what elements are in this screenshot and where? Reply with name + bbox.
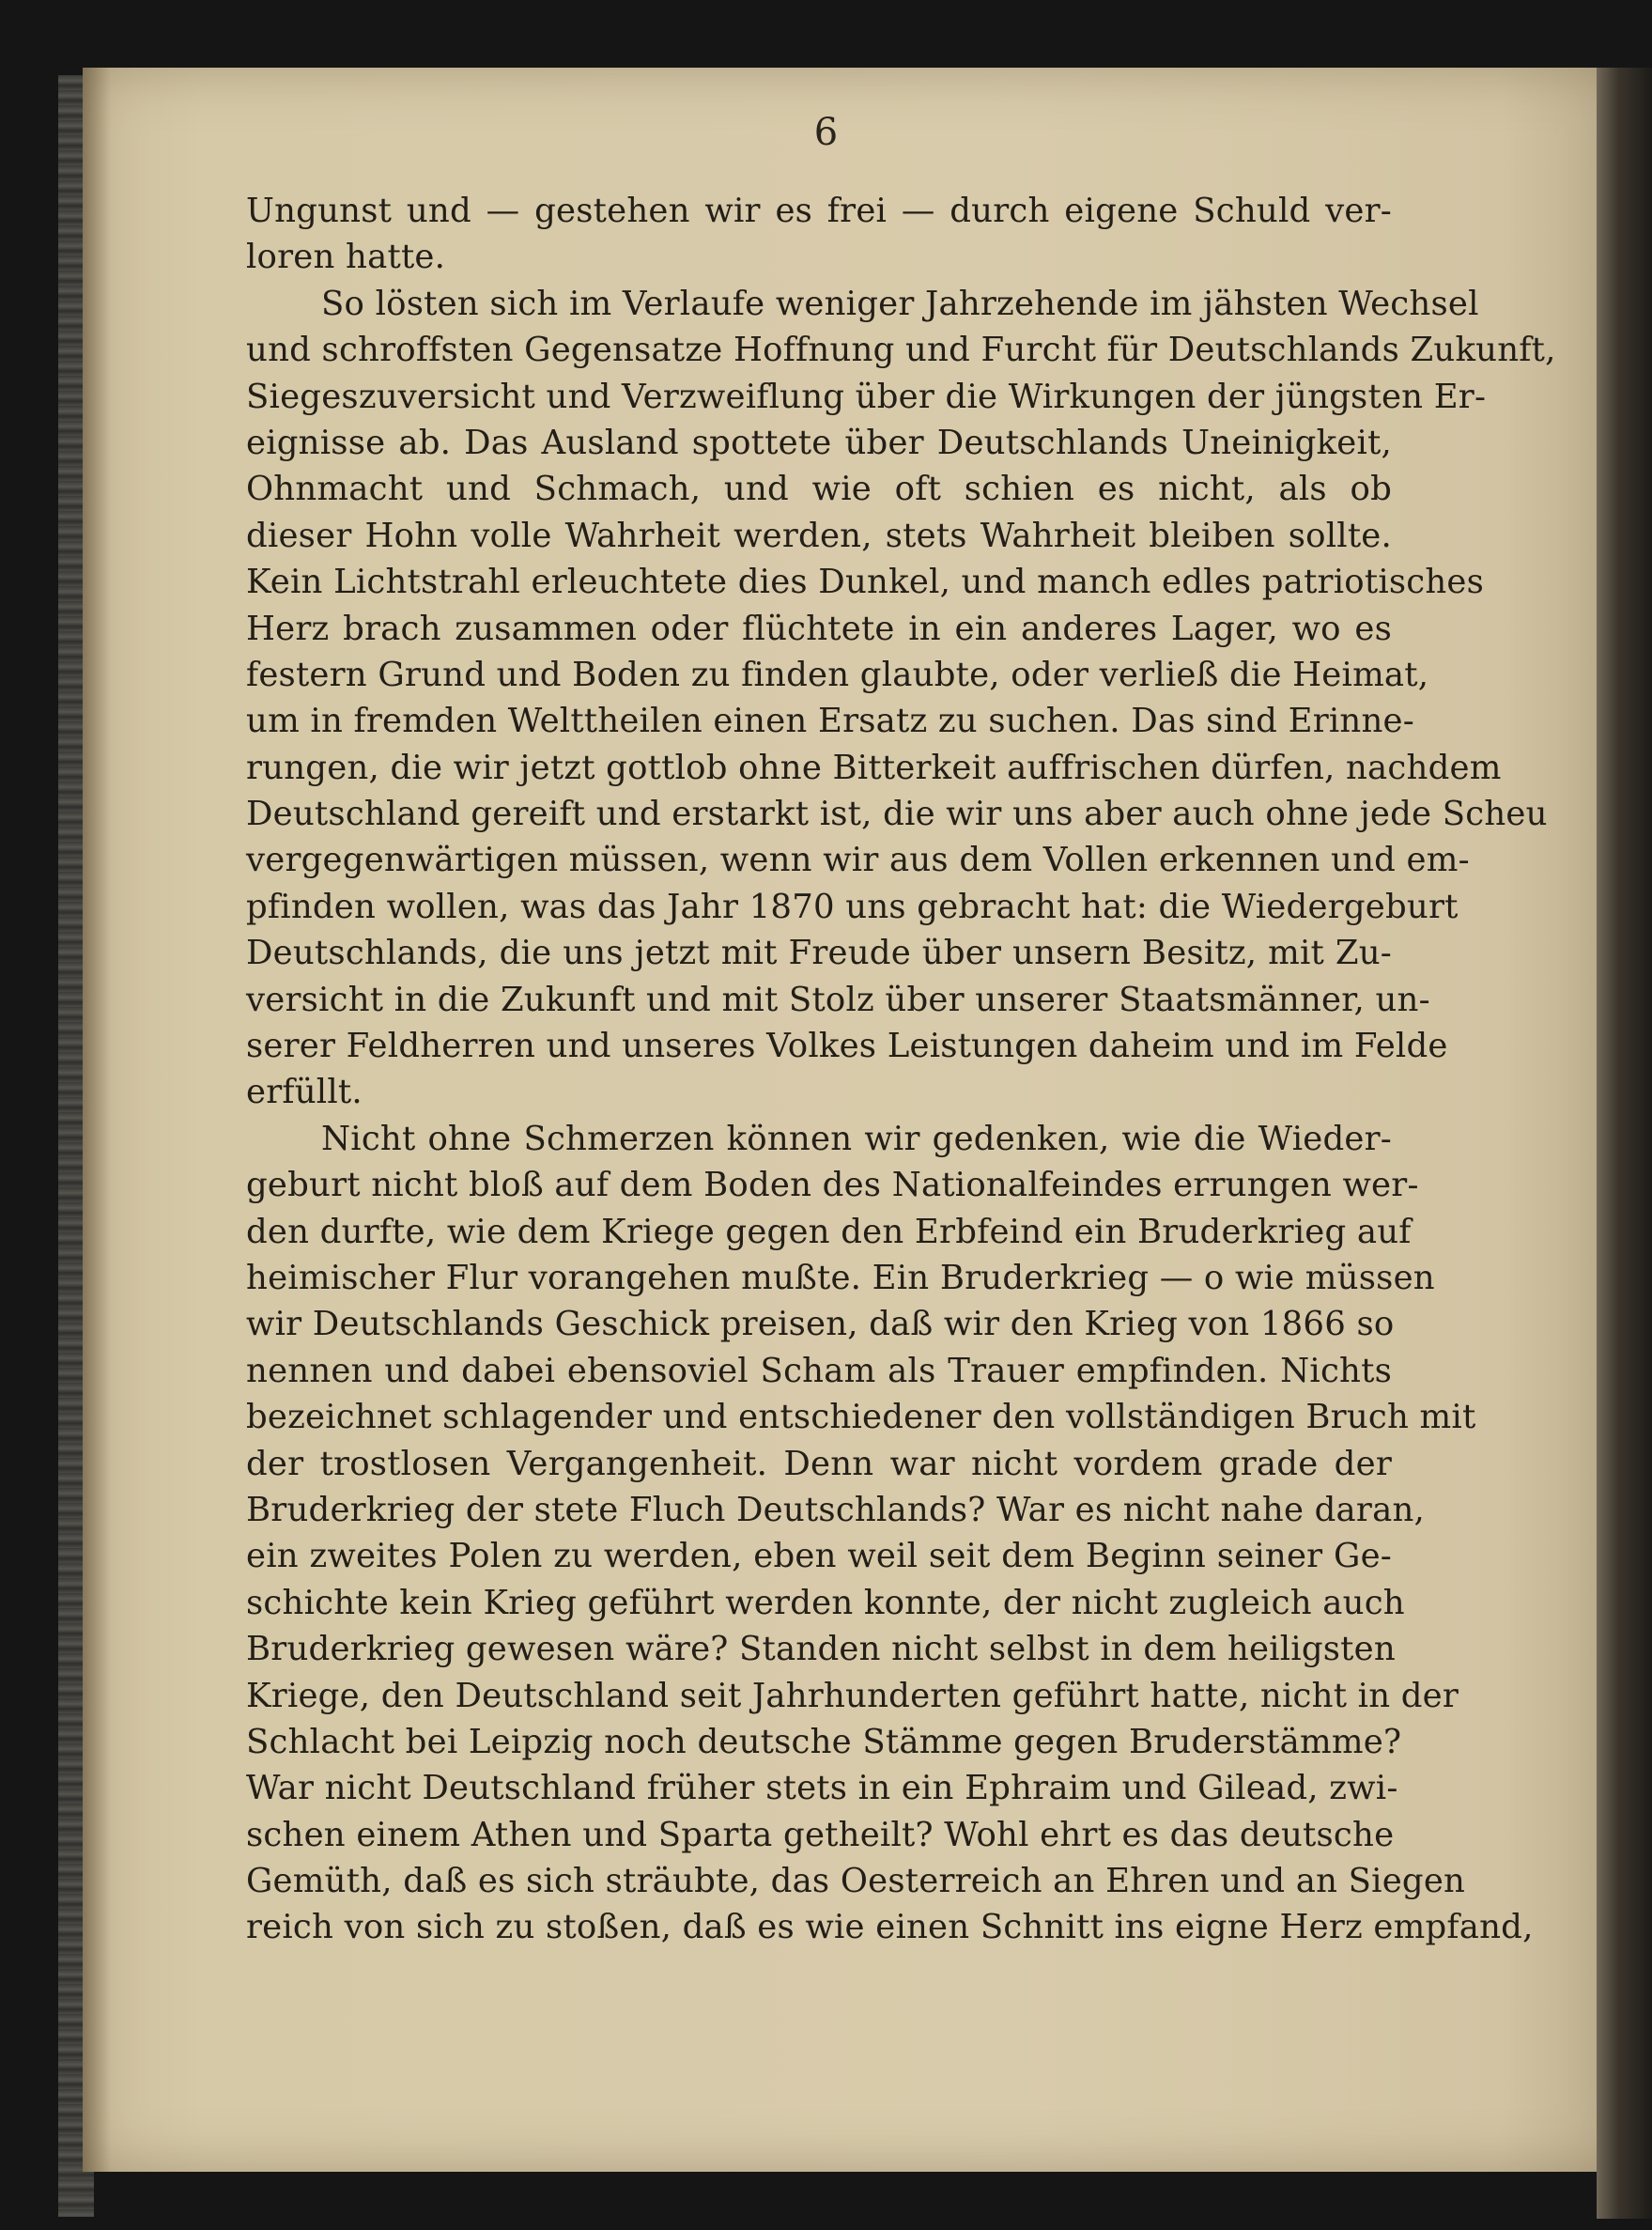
text-line: Siegeszuversicht und Verzweiflung über die Wirkungen der jüngsten Er- (246, 377, 1487, 416)
text-line: versicht in die Zukunft und mit Stolz über unserer Staatsmänner, un- (246, 980, 1430, 1019)
text-line: So lösten sich im Verlaufe weniger Jahrzehende im jähsten Wechsel (321, 284, 1479, 323)
text-line: und schroffsten Gegensatze Hoffnung und Furcht für Deutschlands Zukunft, (246, 331, 1556, 370)
text-line: Schlacht bei Leipzig noch deutsche Stämme gegen Bruderstämme? (246, 1722, 1402, 1761)
text-line: geburt nicht bloß auf dem Boden des Nationalfeindes errungen wer- (246, 1166, 1419, 1205)
text-line: loren hatte. (246, 238, 446, 277)
text-line: bezeichnet schlagender und entschiedener den vollständigen Bruch mit (246, 1398, 1476, 1437)
page-gutter-shadow (83, 68, 111, 2172)
text-line: Bruderkrieg der stete Fluch Deutschlands? War es nicht nahe daran, (246, 1490, 1426, 1529)
text-line: reich von sich zu stoßen, daß es wie einen Schnitt ins eigne Herz empfand, (246, 1908, 1534, 1947)
body-text (246, 188, 1556, 1951)
text-line: wir Deutschlands Geschick preisen, daß wir den Krieg von 1866 so (246, 1305, 1395, 1344)
text-line: vergegenwärtigen müssen, wenn wir aus dem Vollen erkennen und em- (246, 841, 1470, 880)
text-line: festern Grund und Boden zu finden glaubte, oder verließ die Heimat, (246, 655, 1429, 694)
text-line: serer Feldherren und unseres Volkes Leistungen daheim und im Felde (246, 1027, 1448, 1066)
text-line: Nicht ohne Schmerzen können wir gedenken, wie die Wieder- (321, 1119, 1392, 1158)
text-line: Deutschland gereift und erstarkt ist, die wir uns aber auch ohne jede Scheu (246, 795, 1548, 834)
text-line: ein zweites Polen zu werden, eben weil seit dem Beginn seiner Ge- (246, 1537, 1392, 1576)
text-line: der trostlosen Vergangenheit. Denn war nicht vordem grade der (246, 1444, 1392, 1483)
text-line: schen einem Athen und Sparta getheilt? Wohl ehrt es das deutsche (246, 1815, 1395, 1854)
text-line: den durfte, wie dem Kriege gegen den Erbfeind ein Bruderkrieg auf (246, 1212, 1412, 1251)
text-line: Deutschlands, die uns jetzt mit Freude über unsern Besitz, mit Zu- (246, 934, 1392, 973)
text-line: dieser Hohn volle Wahrheit werden, stets Wahrheit bleiben sollte. (246, 516, 1392, 555)
text-line: rungen, die wir jetzt gottlob ohne Bitterkeit auffrischen dürfen, nachdem (246, 748, 1502, 787)
text-line: Ungunst und — gestehen wir es frei — durch eigene Schuld ver- (246, 192, 1392, 230)
text-line: Bruderkrieg gewesen wäre? Standen nicht selbst in dem heiligsten (246, 1630, 1396, 1669)
text-line: War nicht Deutschland früher stets in ein Ephraim und Gilead, zwi- (246, 1769, 1398, 1808)
text-line: Kein Lichtstrahl erleuchtete dies Dunkel, und manch edles patriotisches (246, 563, 1485, 602)
text-line: nennen und dabei ebensoviel Scham als Trauer empfinden. Nichts (246, 1351, 1392, 1390)
page-edge (1597, 68, 1652, 2219)
text-line: Kriege, den Deutschland seit Jahrhunderten geführt hatte, nicht in der (246, 1676, 1459, 1715)
text-line: eignisse ab. Das Ausland spottete über Deutschlands Uneinigkeit, (246, 423, 1392, 462)
text-line: pfinden wollen, was das Jahr 1870 uns gebracht hat: die Wiedergeburt (246, 887, 1459, 926)
page-number: 6 (813, 111, 839, 154)
text-line: schichte kein Krieg geführt werden konnte, der nicht zugleich auch (246, 1583, 1405, 1622)
text-line: erfüllt. (246, 1073, 363, 1112)
text-line: Gemüth, daß es sich sträubte, das Oesterreich an Ehren und an Siegen (246, 1862, 1466, 1901)
text-line: Herz brach zusammen oder flüchtete in ein anderes Lager, wo es (246, 609, 1392, 648)
text-line: um in fremden Welttheilen einen Ersatz zu suchen. Das sind Erinne- (246, 702, 1414, 741)
text-line: Ohnmacht und Schmach, und wie oft schien es nicht, als ob (246, 470, 1392, 509)
text-line: heimischer Flur vorangehen mußte. Ein Bruderkrieg — o wie müssen (246, 1258, 1435, 1297)
